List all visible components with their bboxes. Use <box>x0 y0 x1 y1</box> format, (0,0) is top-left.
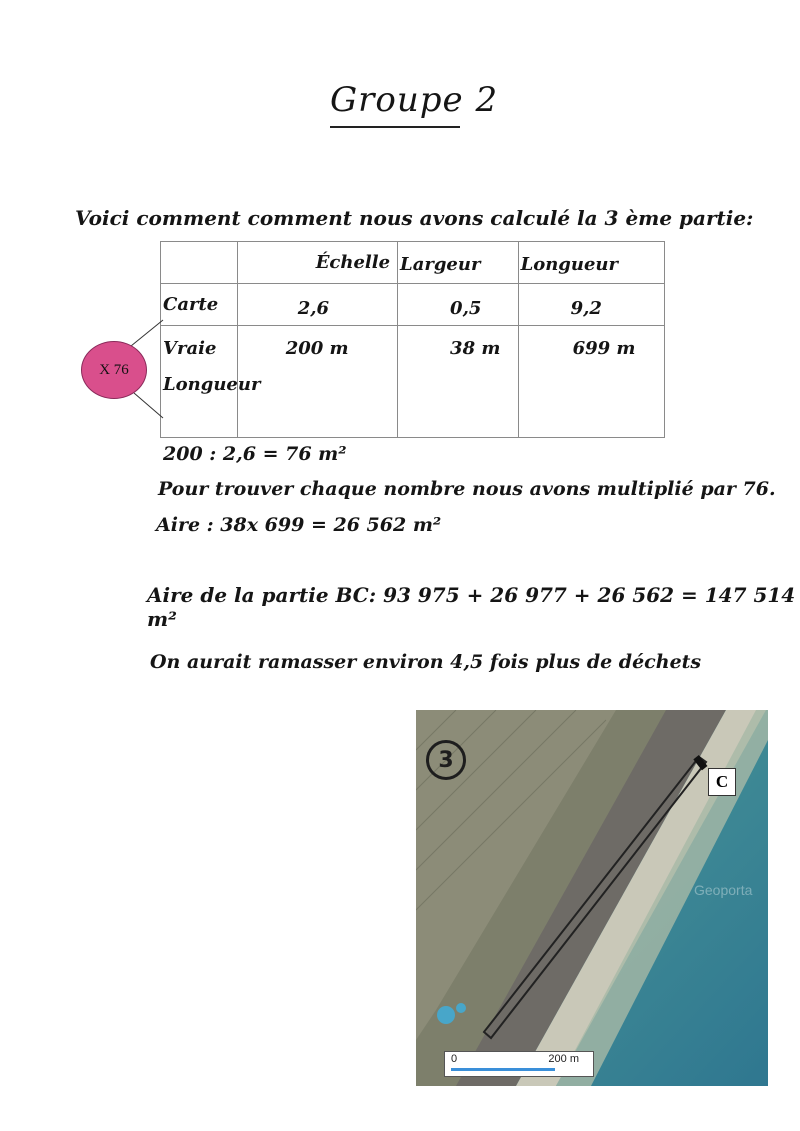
calc-line-total-area: Aire de la partie BC: 93 975 + 26 977 + 26 562 = 147 514 m² <box>147 583 796 631</box>
calc-line-ratio: 200 : 2,6 = 76 m² <box>163 443 347 465</box>
scale-bar-line <box>451 1068 555 1071</box>
point-c-label: C <box>708 768 736 796</box>
map-watermark: Geoporta <box>694 882 753 898</box>
conclusion-line: On aurait ramasser environ 4,5 fois plus de déchets <box>150 651 702 673</box>
carte-echelle: 2,6 <box>297 298 330 319</box>
scale-start-label: 0 <box>451 1053 458 1065</box>
row-label-longueur: Longueur <box>163 374 261 395</box>
vraie-longueur: 699 m <box>572 338 636 359</box>
carte-largeur: 0,5 <box>450 298 482 319</box>
vraie-largeur: 38 m <box>450 338 501 359</box>
carte-longueur: 9,2 <box>570 298 602 319</box>
map-marker-3: 3 <box>426 740 466 780</box>
intro-text: Voici comment comment nous avons calculé la 3 ème partie: <box>75 206 754 230</box>
header-largeur: Largeur <box>400 254 481 275</box>
header-longueur: Longueur <box>520 254 619 275</box>
vraie-echelle: 200 m <box>285 338 349 359</box>
row-label-carte: Carte <box>163 294 219 315</box>
multiplier-badge: X 76 <box>81 341 147 399</box>
header-echelle: Échelle <box>315 252 391 273</box>
calc-line-area: Aire : 38x 699 = 26 562 m² <box>156 514 442 536</box>
page-title: Groupe 2 <box>330 80 499 120</box>
aerial-map-drawing <box>416 710 768 1086</box>
row-label-vraie: Vraie <box>163 338 217 359</box>
map-scale-bar <box>444 1051 594 1077</box>
aerial-map-image <box>416 710 768 1086</box>
calc-line-explanation: Pour trouver chaque nombre nous avons multiplié par 76. <box>158 478 776 500</box>
scale-end-label: 200 m <box>548 1053 579 1065</box>
